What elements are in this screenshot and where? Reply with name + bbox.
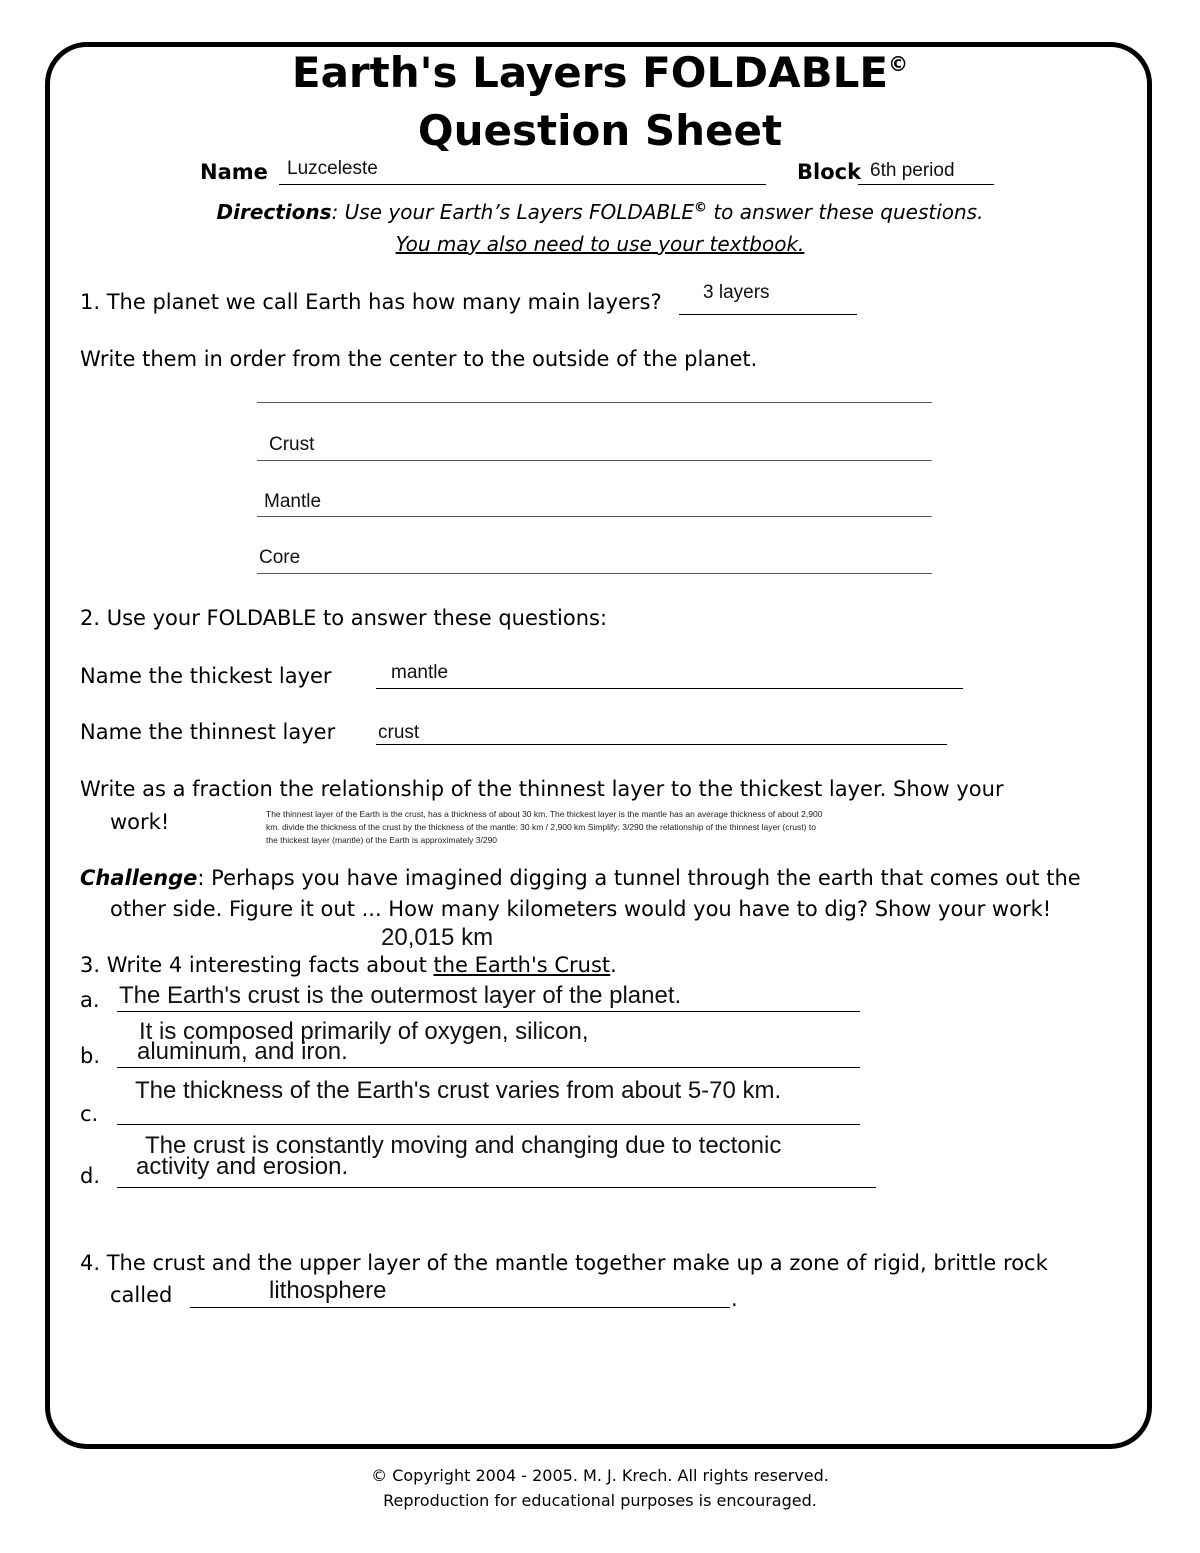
fact-a-answer[interactable]: The Earth's crust is the outermost layer of the planet. [119, 982, 682, 1009]
fact-d-letter: d. [80, 1164, 101, 1188]
directions-label: Directions [216, 200, 332, 224]
title-copyright-mark: © [888, 52, 909, 76]
q4-end: . [731, 1287, 738, 1311]
name-value[interactable]: Luzceleste [287, 158, 378, 179]
fraction-work-answer[interactable]: The thinnest layer of the Earth is the crust, has a thickness of about 30 km. The thickest layer is the mantle has an average thickness of about 2,900 km. divide the thickness of the crust by the thickness of the mantle: 30 km / 2,900 km Simplify: 3/290 the relationship of the thinnest layer (crust) to the thickest layer (mantle) of the Earth is approximately 3/290 [266, 809, 823, 845]
fact-c-letter: c. [80, 1102, 99, 1126]
fact-c-line [117, 1124, 860, 1125]
q1-question: 1. The planet we call Earth has how many main layers? [80, 290, 662, 314]
challenge-line-2: other side. Figure it out ... How many kilometers would you have to dig? Show your work! [110, 897, 1052, 921]
q4-answer[interactable]: lithosphere [269, 1277, 387, 1304]
worksheet-title [0, 48, 1200, 97]
name-line [279, 184, 766, 185]
directions-line-2: You may also need to use your textbook. [395, 232, 805, 256]
q4-line-1: 4. The crust and the upper layer of the mantle together make up a zone of rigid, brittle rock [80, 1251, 1048, 1275]
q2-thickest-label: Name the thickest layer [80, 664, 332, 688]
fact-b-answer-2[interactable]: aluminum, and iron. [137, 1038, 348, 1065]
fact-b-letter: b. [80, 1044, 101, 1068]
fact-a-line [117, 1011, 860, 1012]
directions-text-end: to answer these questions. [706, 200, 984, 224]
layer-answer-3[interactable]: Core [259, 547, 301, 568]
thickest-line [376, 688, 963, 689]
title-line-1: Earth's Layers FOLDABLE [291, 48, 889, 97]
layer-answer-2[interactable]: Mantle [264, 491, 322, 512]
challenge-label: Challenge [80, 866, 198, 890]
fact-d-answer-1[interactable]: The crust is constantly moving and changing due to tectonic [145, 1132, 782, 1159]
q1-order-prompt: Write them in order from the center to the outside of the planet. [80, 347, 758, 371]
q1-answer-line [679, 314, 857, 315]
layer-answer-1[interactable]: Crust [269, 434, 315, 455]
challenge-text: : Perhaps you have imagined digging a tunnel through the earth that comes out the [197, 866, 1081, 890]
layer-line-2 [257, 460, 932, 461]
thickest-answer[interactable]: mantle [391, 662, 449, 683]
directions-copyright: © [693, 200, 707, 216]
footer-copyright: © Copyright 2004 - 2005. M. J. Krech. All rights reserved. [371, 1466, 829, 1485]
worksheet-subtitle: Question Sheet [417, 106, 783, 155]
fact-d-line [117, 1187, 876, 1188]
thinnest-answer[interactable]: crust [378, 722, 420, 743]
q2-intro: 2. Use your FOLDABLE to answer these questions: [80, 606, 608, 630]
q3-prompt-end: . [610, 953, 617, 977]
layer-line-1 [257, 402, 932, 403]
block-value[interactable]: 6th period [870, 160, 955, 181]
layer-line-3 [257, 516, 932, 517]
block-line [858, 184, 994, 185]
q4-called: called [110, 1283, 173, 1307]
fraction-prompt-work: work! [110, 810, 170, 834]
challenge-line-1 [80, 866, 1081, 890]
fact-b-answer-1[interactable]: It is composed primarily of oxygen, silicon, [139, 1018, 589, 1045]
thinnest-line [376, 744, 947, 745]
fact-a-letter: a. [80, 988, 100, 1012]
fact-d-answer-2[interactable]: activity and erosion. [136, 1153, 349, 1180]
fraction-prompt: Write as a fraction the relationship of the thinnest layer to the thickest layer. Show your [80, 777, 1004, 801]
directions-text: : Use your Earth’s Layers FOLDABLE [331, 200, 694, 224]
q3-prompt-text: 3. Write 4 interesting facts about [80, 953, 434, 977]
footer-reproduction: Reproduction for educational purposes is encouraged. [383, 1491, 817, 1510]
fact-b-line [117, 1067, 860, 1068]
name-label: Name [200, 160, 268, 184]
directions [0, 200, 1200, 224]
challenge-answer[interactable]: 20,015 km [381, 924, 494, 951]
block-label: Block [797, 160, 862, 184]
q2-thinnest-label: Name the thinnest layer [80, 720, 336, 744]
layer-line-4 [257, 573, 932, 574]
q3-prompt [80, 953, 617, 977]
q1-answer[interactable]: 3 layers [703, 282, 770, 303]
q3-prompt-topic: the Earth's Crust [433, 953, 611, 977]
fact-c-answer[interactable]: The thickness of the Earth's crust varies from about 5-70 km. [135, 1077, 782, 1104]
q4-answer-line [190, 1307, 730, 1308]
